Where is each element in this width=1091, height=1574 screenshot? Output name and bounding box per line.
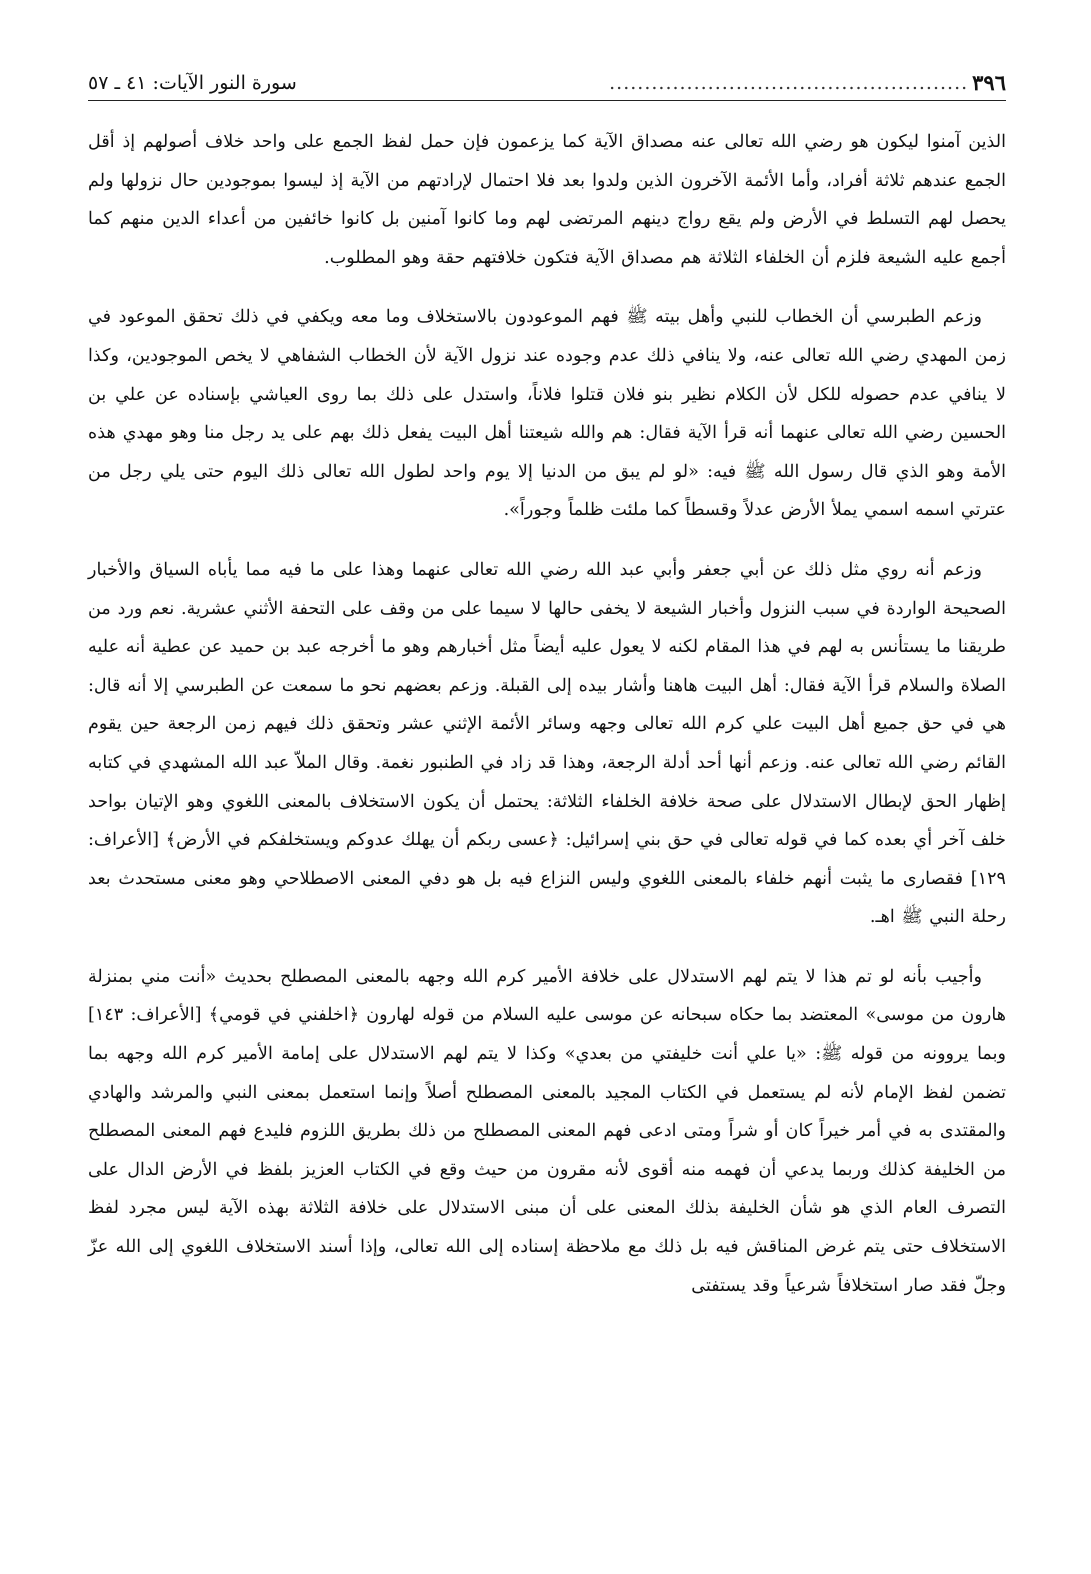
paragraph-1: الذين آمنوا ليكون هو رضي الله تعالى عنه مصداق الآية كما يزعمون فإن حمل لفظ الجمع على واحد خلاف أصولهم إذ أقل الجمع عندهم ثلاثة أفراد، وأما الأئمة الآخرون الذين ولدوا بعد فلا احتمال لإرادتهم من الآية إذ ليسوا بموجودين حال نزولها ولم يحصل لهم التسلط في الأرض ولم يقع رواج دينهم المرتضى لهم وما كانوا آمنين بل كانوا خائفين من أعداء الدين منهم كما أجمع عليه الشيعة فلزم أن الخلفاء الثلاثة هم مصداق الآية فتكون خلافتهم حقة وهو المطلوب.	[88, 132, 1006, 268]
book-page	[88, 62, 1006, 1562]
leader-dots: ...................................................	[609, 72, 969, 94]
paragraph-2: وزعم الطبرسي أن الخطاب للنبي وأهل بيته ﷺ فهم الموعودون بالاستخلاف وما معه ويكفي في ذلك تحقق الموعود في زمن المهدي رضي الله تعالى عنه، ولا ينافي ذلك عدم وجوده عند نزول الآية لأن الخطاب الشفاهي لا يخص الموجودين، وكذا لا ينافي عدم حصوله للكل لأن الكلام نظير بنو فلان قتلوا فلاناً، واستدل على ذلك بما روى العياشي بإسناده عن علي بن الحسين رضي الله تعالى عنهما أنه قرأ الآية فقال: هم والله شيعتنا أهل البيت يفعل ذلك بهم على يد رجل منا وهو مهدي هذه الأمة وهو الذي قال رسول الله ﷺ فيه: «لو لم يبق من الدنيا إلا يوم واحد لطول الله تعالى ذلك اليوم حتى يلي رجل من عترتي اسمه اسمي يملأ الأرض عدلاً وقسطاً كما ملئت ظلماً وجوراً».	[88, 307, 1006, 521]
page-number: ٣٩٦	[972, 70, 1006, 95]
body-text	[88, 123, 1006, 1305]
surah-title: سورة النور الآيات: ٤١ ـ ٥٧	[88, 72, 297, 94]
running-header	[88, 62, 1006, 101]
paragraph-3: وزعم أنه روي مثل ذلك عن أبي جعفر وأبي عبد الله رضي الله تعالى عنهما وهذا على ما فيه مما يأباه السياق والأخبار الصحيحة الواردة في سبب النزول وأخبار الشيعة لا يخفى حالها لا سيما على من وقف على التحفة الأثني عشرية. نعم ورد من طريقنا ما يستأنس به لهم في هذا المقام لكنه لا يعول عليه أيضاً مثل أخبارهم وهو ما أخرجه عبد بن حميد عن عطية أنه عليه الصلاة والسلام قرأ الآية فقال: أهل البيت هاهنا وأشار بيده إلى القبلة. وزعم بعضهم نحو ما سمعت عن الطبرسي إلا أنه قال: هي في حق جميع أهل البيت علي كرم الله تعالى وجهه وسائر الأئمة الإثني عشر وتحقق ذلك فيهم زمن الرجعة حين يقوم القائم رضي الله تعالى عنه. وزعم أنها أحد أدلة الرجعة، وهذا قد زاد في الطنبور نغمة. وقال الملاّ عبد الله المشهدي في كتابه إظهار الحق لإبطال الاستدلال على صحة خلافة الخلفاء الثلاثة: يحتمل أن يكون الاستخلاف بالمعنى اللغوي وهو الإتيان بواحد خلف آخر أي بعده كما في قوله تعالى في حق بني إسرائيل: ﴿عسى ربكم أن يهلك عدوكم ويستخلفكم في الأرض﴾ [الأعراف: ١٢٩] فقصارى ما يثبت أنهم خلفاء بالمعنى اللغوي وليس النزاع فيه بل هو دفي المعنى الاصطلاحي وهو معنى مستحدث بعد رحلة النبي ﷺ اهـ.	[88, 559, 1006, 928]
paragraph-4: وأجيب بأنه لو تم هذا لا يتم لهم الاستدلال على خلافة الأمير كرم الله وجهه بالمعنى المصطلح بحديث «أنت مني بمنزلة هارون من موسى» المعتضد بما حكاه سبحانه عن موسى عليه السلام من قوله لهارون ﴿اخلفني في قومي﴾ [الأعراف: ١٤٣] وبما يروونه من قوله ﷺ: «يا علي أنت خليفتي من بعدي» وكذا لا يتم لهم الاستدلال على إمامة الأمير كرم الله وجهه بما تضمن لفظ الإمام لأنه لم يستعمل في الكتاب المجيد بالمعنى المصطلح أصلاً وإنما استعمل بمعنى النبي والمرشد والهادي والمقتدى به في أمر خيراً كان أو شراً ومتى ادعى فهم المعنى المصطلح من ذلك بطريق اللزوم فليدع فهم المعنى المصطلح من الخليفة كذلك وربما يدعي أن فهمه منه أقوى لأنه مقرون من حيث وقع في الكتاب العزيز بلفظ في الأرض الدال على التصرف العام الذي هو شأن الخليفة بذلك المعنى على أن مبنى الاستدلال على خلافة الثلاثة بهذه الآية ليس مجرد لفظ الاستخلاف حتى يتم غرض المناقش فيه بل ذلك مع ملاحظة إسناده إلى الله تعالى، وإذا أسند الاستخلاف اللغوي إلى الله عزّ وجلّ فقد صار استخلافاً شرعياً وقد يستفتى	[88, 966, 1006, 1296]
